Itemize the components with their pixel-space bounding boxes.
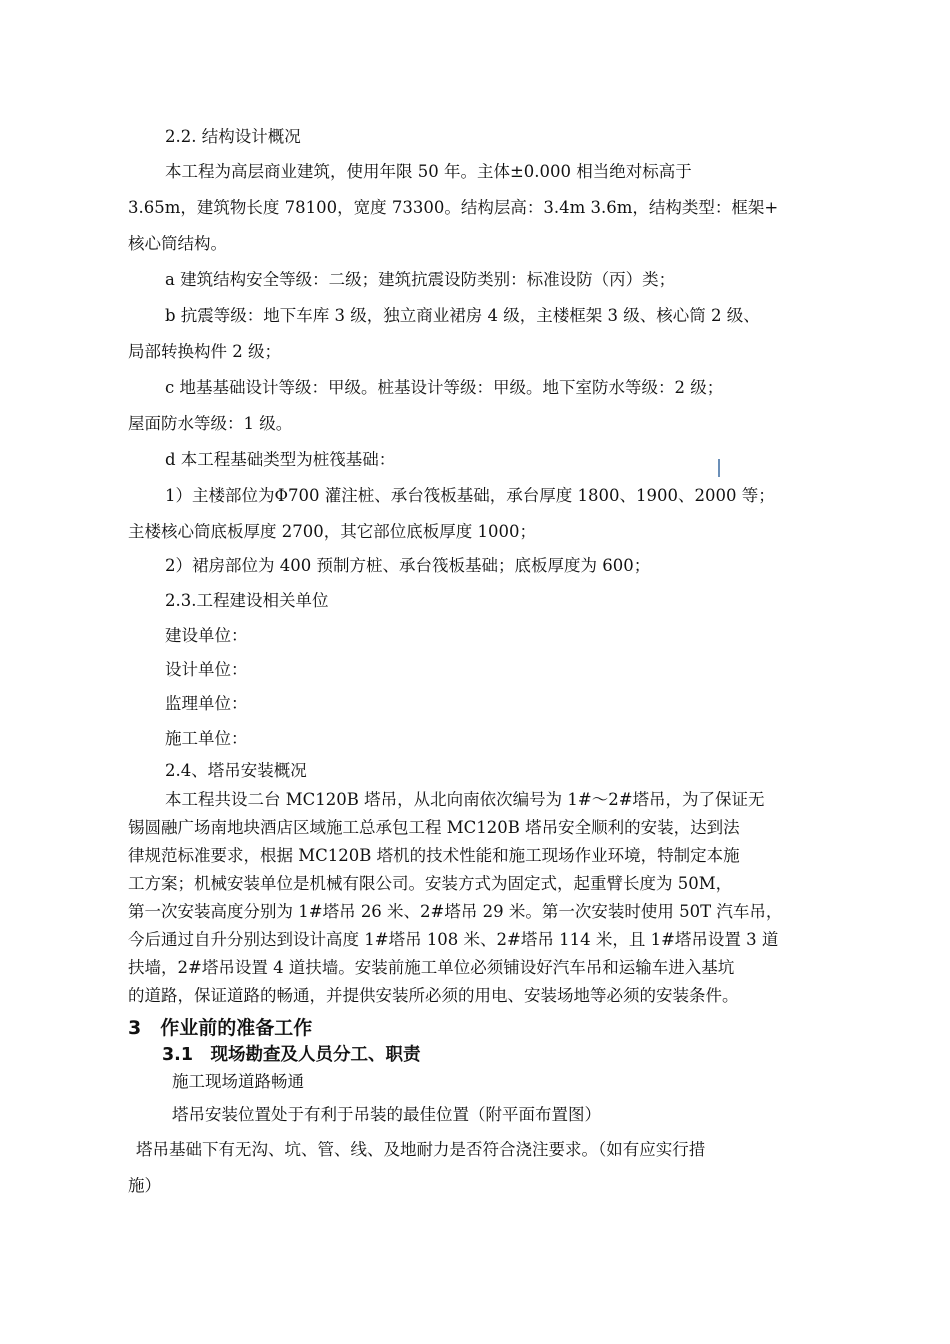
section-2-2-heading: 2.2. 结构设计概况 [165, 127, 301, 146]
item-b-line-2: 局部转换构件 2 级； [128, 342, 281, 361]
foundation-1-line-2: 主楼核心筒底板厚度 2700，其它部位底板厚度 1000； [128, 522, 536, 541]
unit-contractor: 施工单位： [165, 729, 248, 748]
crane-paragraph-line-6: 今后通过自升分别达到设计高度 1#塔吊 108 米、2#塔吊 114 米，且 1#塔吊设置 3 道 [128, 930, 779, 949]
item-b-line-1: b 抗震等级：地下车库 3 级，独立商业裙房 4 级，主楼框架 3 级、核心筒 2 级、 [165, 306, 760, 325]
foundation-1-line-1: 1）主楼部位为Φ700 灌注桩、承台筏板基础，承台厚度 1800、1900、2000 等； [165, 486, 775, 505]
crane-paragraph-line-8: 的道路，保证道路的畅通，并提供安装所必须的用电、安装场地等必须的安装条件。 [128, 986, 739, 1005]
foundation-2: 2）裙房部位为 400 预制方桩、承台筏板基础；底板厚度为 600； [165, 556, 651, 575]
prep-line-3: 塔吊基础下有无沟、坑、管、线、及地耐力是否符合浇注要求。（如有应实行措 [136, 1140, 706, 1159]
item-c-line-2: 屋面防水等级：1 级。 [128, 414, 293, 433]
prep-line-2: 塔吊安装位置处于有利于吊装的最佳位置（附平面布置图） [172, 1105, 601, 1124]
section-2-3-heading: 2.3.工程建设相关单位 [165, 591, 329, 610]
item-c-line-1: c 地基基础设计等级：甲级。桩基设计等级：甲级。地下室防水等级：2 级； [165, 378, 724, 397]
section-3-1-heading: 3.1 现场勘查及人员分工、职责 [162, 1045, 421, 1065]
overview-line-2: 3.65m，建筑物长度 78100，宽度 73300。结构层高：3.4m 3.6m，结构类型：框架+ [128, 198, 779, 217]
crane-paragraph-line-4: 工方案；机械安装单位是机械有限公司。安装方式为固定式，起重臂长度为 50M， [128, 874, 733, 893]
crane-paragraph-line-5: 第一次安装高度分别为 1#塔吊 26 米、2#塔吊 29 米。第一次安装时使用 50T 汽车吊， [128, 902, 783, 921]
section-3-heading: 3 作业前的准备工作 [128, 1017, 313, 1039]
unit-designer: 设计单位： [165, 660, 248, 679]
crane-paragraph-line-7: 扶墙，2#塔吊设置 4 道扶墙。安装前施工单位必须铺设好汽车吊和运输车进入基坑 [128, 958, 735, 977]
unit-supervisor: 监理单位： [165, 694, 248, 713]
prep-line-4: 施） [128, 1176, 161, 1195]
crane-paragraph-line-1: 本工程共设二台 MC120B 塔吊，从北向南依次编号为 1#～2#塔吊，为了保证无 [165, 790, 765, 809]
section-2-4-heading: 2.4、塔吊安装概况 [165, 761, 307, 780]
overview-line-1: 本工程为高层商业建筑，使用年限 50 年。主体±0.000 相当绝对标高于 [165, 162, 692, 181]
overview-line-3: 核心筒结构。 [128, 234, 227, 253]
prep-line-1: 施工现场道路畅通 [172, 1072, 304, 1091]
item-d: d 本工程基础类型为桩筏基础： [165, 450, 396, 469]
unit-builder: 建设单位： [165, 626, 248, 645]
item-a: a 建筑结构安全等级：二级；建筑抗震设防类别：标准设防（丙）类； [165, 270, 676, 289]
crane-paragraph-line-2: 锡圆融广场南地块酒店区域施工总承包工程 MC120B 塔吊安全顺利的安装，达到法 [128, 818, 740, 837]
text-cursor [718, 459, 720, 477]
crane-paragraph-line-3: 律规范标准要求，根据 MC120B 塔机的技术性能和施工现场作业环境，特制定本施 [128, 846, 740, 865]
